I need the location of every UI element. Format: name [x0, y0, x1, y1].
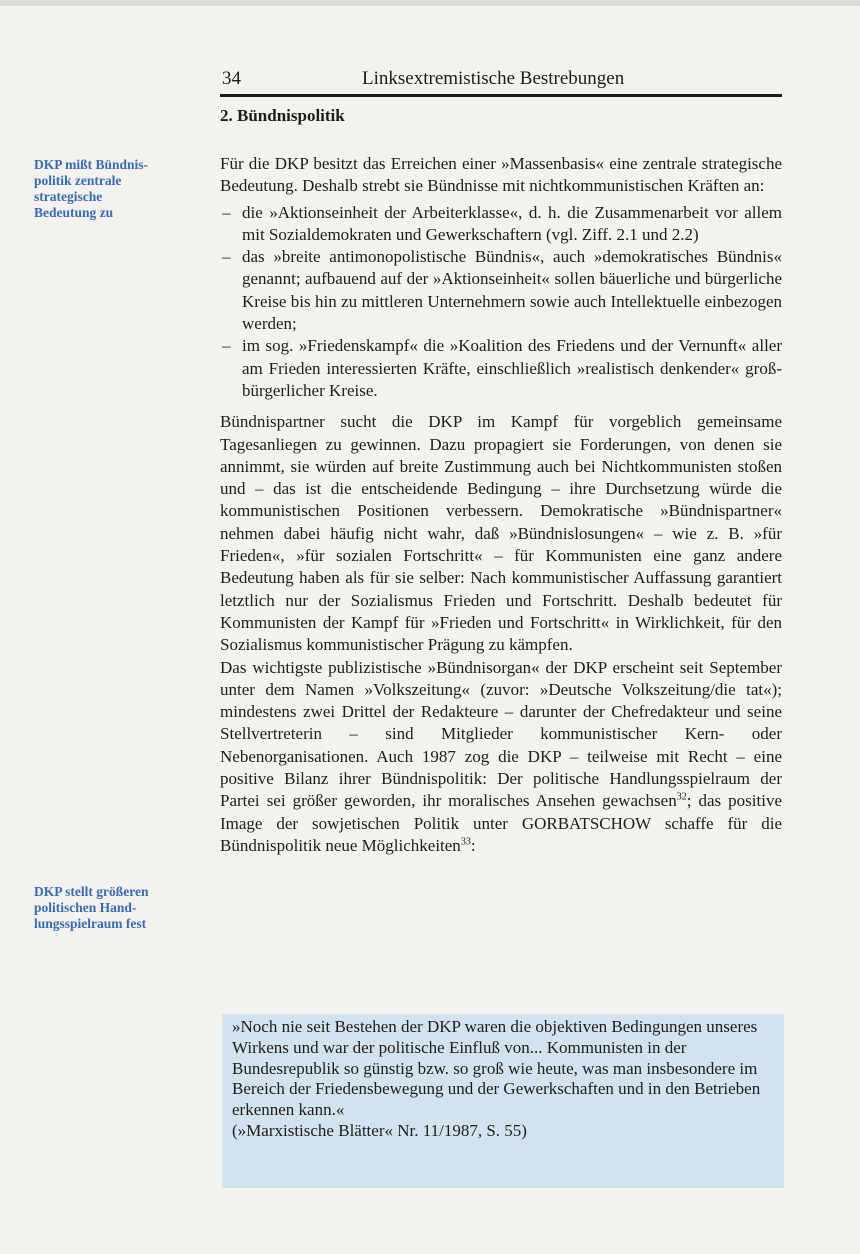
- margin-note-2: [34, 884, 194, 932]
- running-title: Linksextremistische Bestrebungen: [362, 68, 625, 89]
- list-item: [220, 246, 782, 335]
- margin-note-line: Bedeutung zu: [34, 205, 114, 220]
- list-item-text: die »Aktionseinheit der Arbeiterklasse«, d. h. die Zusammenarbeit vor allem mit Sozialdemokraten und Gewerkschaftern (vgl. Ziff. 2.1 und 2.2): [242, 202, 782, 244]
- list-item: [220, 202, 782, 247]
- alliance-list: [220, 202, 782, 403]
- dash-marker: –: [222, 202, 231, 222]
- quote-text: »Noch nie seit Bestehen der DKP waren die objektiven Bedingungen unseres Wirkens und war der politische Einfluß von... Kommunisten in der Bundesrepublik so günstig bzw. so groß wie heute, was man insbesondere im Bereich der Friedensbewegung und der Gewerkschaften und in den Betrieben erkennen kann.«: [232, 1017, 761, 1120]
- footnote-ref-33: 33: [460, 836, 471, 848]
- margin-note-line: politischen Hand-: [34, 900, 137, 915]
- list-item-text: im sog. »Friedenskampf« die »Koalition des Friedens und der Vernunft« aller am Frieden interessierten Kräfte, einschließlich »realistisch denkender« groß-bürgerlicher Kreise.: [242, 336, 782, 400]
- dash-marker: –: [222, 247, 231, 267]
- paragraph-3: [220, 657, 782, 858]
- margin-note-1: [34, 157, 194, 221]
- paragraph-3-continued: ; das positive Image der sowjetischen Politik unter GORBATSCHOW schaffe für die Bündnispolitik neue Möglichkeiten: [220, 791, 783, 855]
- list-item-text: das »breite antimonopolistische Bündnis«, auch »demokratisches Bündnis« genannt; aufbauend auf der »Aktionseinheit« sollen bäuerliche und bürgerliche Kreise bis hin zu mittleren Unternehmern sowie auch Intellektuelle einbezogen werden;: [242, 247, 782, 334]
- page-number: 34: [222, 68, 241, 89]
- list-item: [220, 335, 782, 402]
- section-heading: 2. Bündnispolitik: [220, 106, 345, 125]
- paragraph-3-end: :: [470, 835, 476, 855]
- paragraph-2: Bündnispartner sucht die DKP im Kampf für vorgeblich gemeinsame Tagesanliegen zu gewinnen. Dazu propagiert sie Forderungen, von denen sie annimmt, sie würden auf breite Zustimmung auch bei Nichtkommunisten stoßen und – das ist die entscheidende Bedingung – ihre Durchsetzung würde die kommunistischen Positionen verbessern. Demokratische »Bündnispartner« nehmen dabei häufig nicht wahr, daß »Bündnislosungen« – wie z. B. »für Frieden«, »für sozialen Fortschritt« – für Kommunisten eine ganz andere Bedeutung haben als für sie selber: Nach kommunistischer Auffassung garantiert letztlich nur der Sozialismus Frieden und Fortschritt. Deshalb bedeutet für Kommunisten der Kampf für »Frieden und Fortschritt« in Wirklichkeit, für den Sozialismus kommunistischer Prägung zu kämpfen.: [220, 412, 782, 655]
- margin-note-line: DKP mißt Bündnis-: [34, 157, 149, 172]
- footnote-ref-32: 32: [676, 791, 687, 803]
- margin-note-line: politik zentrale: [34, 173, 122, 188]
- quote-source: (»Marxistische Blätter« Nr. 11/1987, S. 55): [232, 1120, 527, 1140]
- paragraph-3-text: Das wichtigste publizistische »Bündnisorgan« der DKP erscheint seit September unter dem Namen »Volkszeitung« (zuvor: »Deutsche Volkszeitung/die tat«); mindestens zwei Drittel der Redakteure – darunter der Chefredakteur und seine Stellvertreterin – sind Mitglieder kommunistischer Kern- oder Nebenorganisationen. Auch 1987 zog die DKP – teilweise mit Recht – eine positive Bilanz ihrer Bündnispolitik: Der politische Handlungsspielraum der Partei sei größer geworden, ihr moralisches Ansehen gewachsen: [220, 657, 782, 811]
- margin-note-line: strategische: [34, 189, 103, 204]
- quote-block: [232, 1017, 780, 1142]
- margin-note-line: lungsspielraum fest: [34, 916, 147, 931]
- running-header: [220, 64, 782, 97]
- margin-note-line: DKP stellt größeren: [34, 884, 149, 899]
- dash-marker: –: [222, 336, 231, 356]
- body-text: [220, 153, 782, 857]
- page-top-edge: [0, 0, 860, 6]
- intro-paragraph: Für die DKP besitzt das Erreichen einer »Massenbasis« eine zentrale strategische Bedeutung. Deshalb strebt sie Bündnisse mit nichtkommunistischen Kräften an:: [220, 154, 782, 196]
